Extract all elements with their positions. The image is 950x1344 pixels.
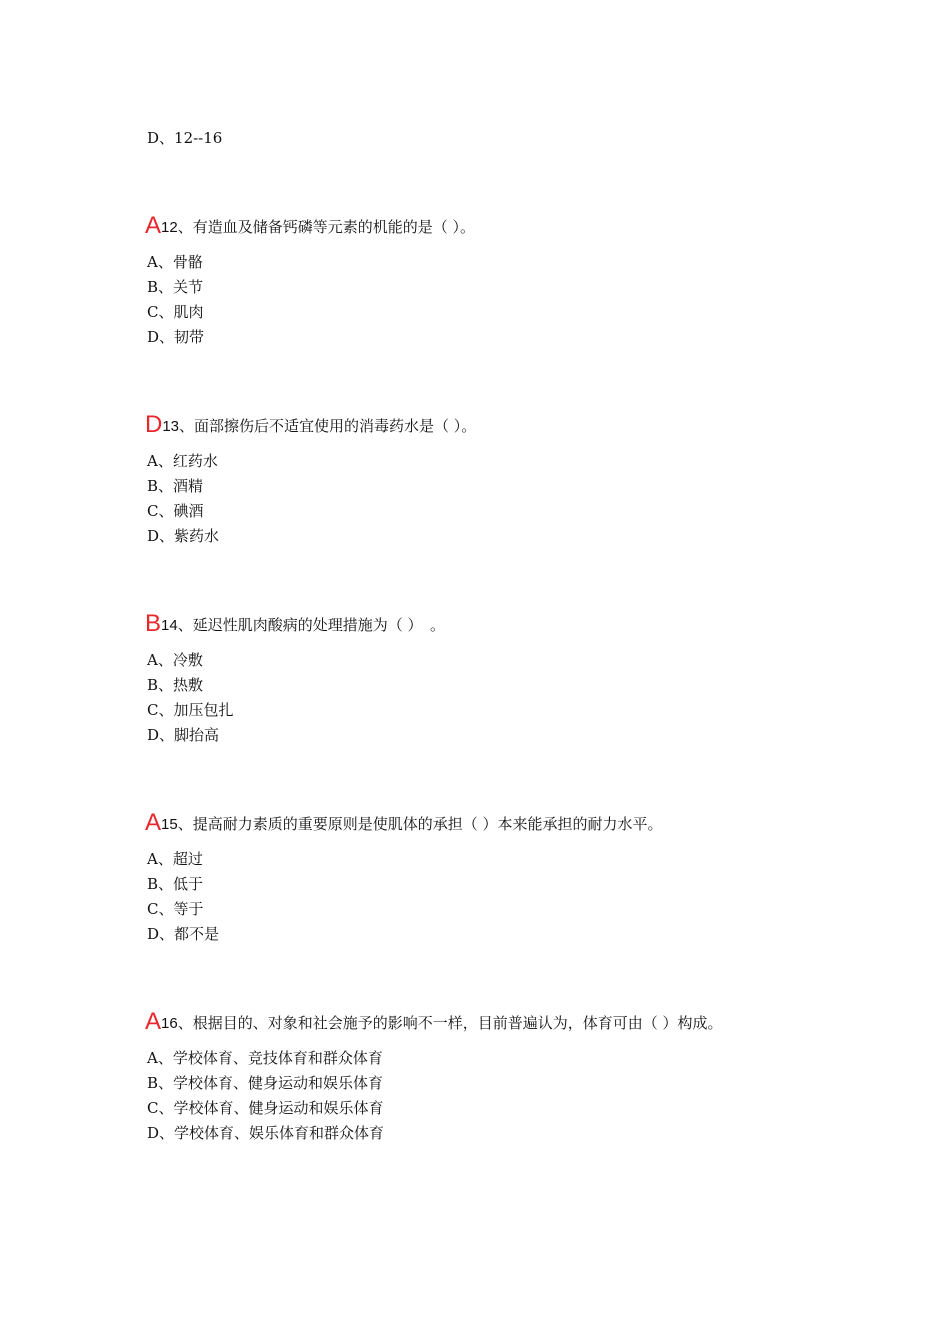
question-text: 、提高耐力素质的重要原则是使肌体的承担（ ）本来能承担的耐力水平。 xyxy=(177,815,663,833)
answer-mark: A xyxy=(145,212,162,239)
option-d: D、脚抬高 xyxy=(147,726,220,744)
question-text: 、有造血及储备钙磷等元素的机能的是（ ）。 xyxy=(177,218,475,236)
option-d: D、紫药水 xyxy=(147,527,220,545)
option-b: B、低于 xyxy=(147,875,204,893)
option-b: B、学校体育、健身运动和娱乐体育 xyxy=(147,1074,384,1092)
option-c: C、碘酒 xyxy=(147,502,204,520)
question-13 xyxy=(145,411,476,441)
answer-mark: A xyxy=(145,809,162,836)
question-number: 16 xyxy=(161,1015,178,1032)
option-c: C、加压包扎 xyxy=(147,701,234,719)
option-b: B、酒精 xyxy=(147,477,204,495)
question-16 xyxy=(145,1008,722,1038)
option-a: A、冷敷 xyxy=(147,651,203,669)
answer-mark: D xyxy=(145,411,163,438)
leading-option: D、12--16 xyxy=(147,129,223,147)
question-12 xyxy=(145,212,475,242)
option-a: A、骨骼 xyxy=(147,253,203,271)
answer-mark: A xyxy=(145,1008,162,1035)
question-text: 、延迟性肌肉酸病的处理措施为（ ） 。 xyxy=(177,616,445,634)
question-text: 、根据目的、对象和社会施予的影响不一样，目前普遍认为，体育可由（ ）构成。 xyxy=(177,1014,723,1032)
option-a: A、红药水 xyxy=(147,452,218,470)
option-b: B、热敷 xyxy=(147,676,204,694)
option-c: C、肌肉 xyxy=(147,303,204,321)
option-a: A、超过 xyxy=(147,850,203,868)
question-number: 14 xyxy=(161,617,178,634)
question-number: 12 xyxy=(161,219,178,236)
question-number: 15 xyxy=(161,816,178,833)
option-a: A、学校体育、竞技体育和群众体育 xyxy=(147,1049,383,1067)
question-number: 13 xyxy=(162,418,180,435)
option-c: C、学校体育、健身运动和娱乐体育 xyxy=(147,1099,384,1117)
option-c: C、等于 xyxy=(147,900,204,918)
question-text: 、面部擦伤后不适宜使用的消毒药水是（ ）。 xyxy=(179,417,477,435)
question-15 xyxy=(145,809,662,839)
option-d: D、韧带 xyxy=(147,328,205,346)
option-d: D、学校体育、娱乐体育和群众体育 xyxy=(147,1124,385,1142)
question-14 xyxy=(145,610,445,640)
option-b: B、关节 xyxy=(147,278,204,296)
option-d: D、都不是 xyxy=(147,925,220,943)
answer-mark: B xyxy=(145,610,162,637)
